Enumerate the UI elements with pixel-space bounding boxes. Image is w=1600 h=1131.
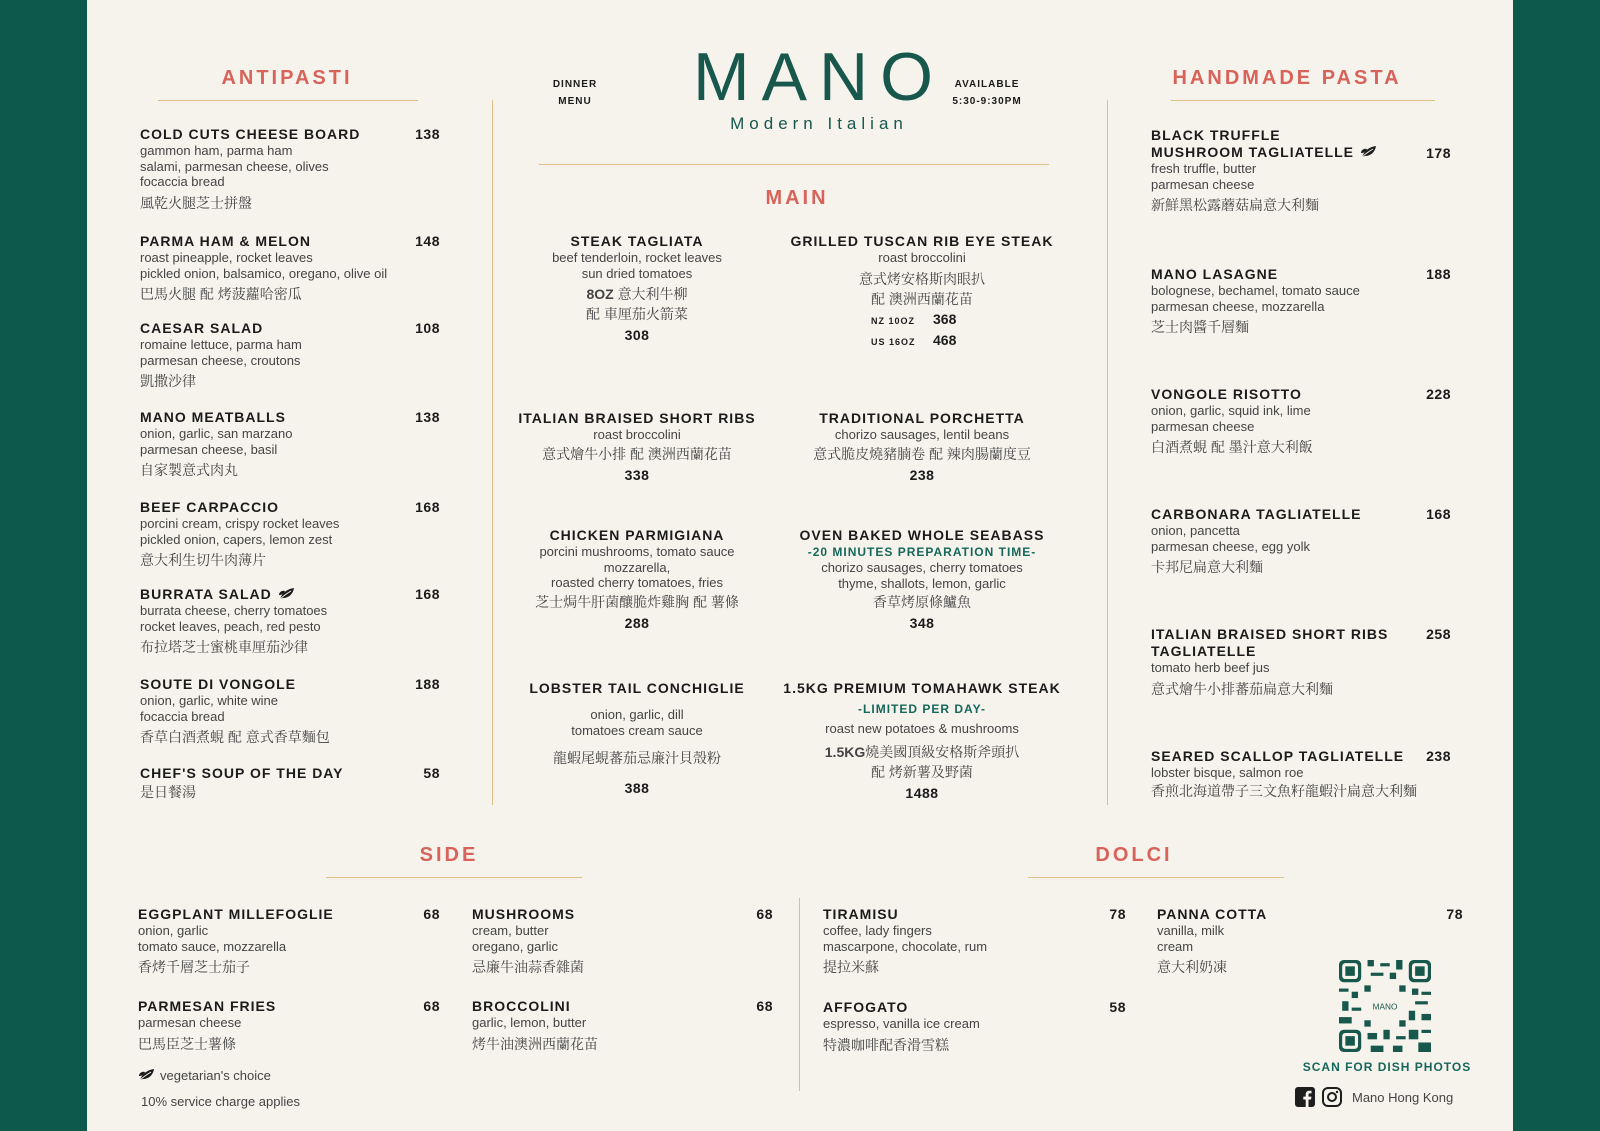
item-price: 308: [624, 327, 650, 343]
item-desc: romaine lettuce, parma ham: [140, 337, 302, 352]
item-price: 238: [909, 466, 935, 483]
menu-paper: [87, 0, 1513, 1131]
item-desc: espresso, vanilla ice cream: [823, 1016, 980, 1031]
item-chinese-name: 忌廉牛油蒜香雜菌: [472, 959, 584, 975]
item-desc: sun dried tomatoes: [581, 265, 693, 281]
item-price: 188: [1426, 266, 1451, 282]
item-desc: salami, parmesan cheese, olives: [140, 158, 329, 174]
item-price: 58: [1109, 999, 1126, 1015]
item-chinese-name: 巴馬火腿 配 烤菠蘿哈密瓜: [140, 286, 302, 302]
item-name-text: MUSHROOM TAGLIATELLE: [1151, 144, 1355, 160]
item-name: TIRAMISU: [823, 906, 899, 922]
item-chinese-name: 巴馬臣芝士薯條: [138, 1035, 236, 1052]
item-chinese-name: 布拉塔芝士蜜桃車厘茄沙律: [140, 639, 308, 655]
item-name: CHEF'S SOUP OF THE DAY: [140, 765, 344, 781]
pasta-item-6: [1151, 748, 1451, 801]
item-desc: garlic, lemon, butter: [472, 1015, 587, 1030]
antipasti-item-5: [140, 499, 440, 570]
item-chinese-name: 芝士肉醬千層麵: [1151, 319, 1249, 335]
item-chinese-name: 自家製意式肉丸: [140, 462, 238, 478]
item-desc: onion, garlic, san marzano: [140, 426, 293, 441]
item-desc: chorizo sausages, cherry tomatoes: [821, 560, 1023, 575]
antipasti-item-8: [140, 765, 440, 802]
item-desc: parmesan cheese, basil: [140, 441, 278, 457]
header-divider: [539, 164, 1049, 165]
item-desc: pickled onion, capers, lemon zest: [140, 531, 333, 547]
pasta-rule: [1171, 100, 1435, 101]
antipasti-item-6: [140, 586, 440, 657]
item-desc: cream: [1157, 938, 1194, 954]
right-column-divider: [1107, 100, 1108, 805]
item-desc: tomato sauce, mozzarella: [138, 938, 287, 954]
item-price: 1488: [905, 784, 939, 801]
antipasti-rule: [158, 100, 418, 101]
item-name: MANO LASAGNE: [1151, 266, 1279, 282]
item-name: BEEF CARPACCIO: [140, 499, 279, 515]
size-row: [777, 331, 1067, 352]
main-item-5: [507, 527, 767, 631]
item-chinese-name: 配 車厘茄火箭菜: [586, 306, 688, 322]
item-desc: tomato herb beef jus: [1151, 660, 1270, 675]
item-price: 68: [756, 906, 773, 922]
item-price: 288: [624, 614, 650, 631]
size-price: 468: [933, 331, 957, 348]
item-desc: burrata cheese, cherry tomatoes: [140, 603, 328, 618]
side-rule: [326, 877, 582, 878]
item-desc: beef tenderloin, rocket leaves: [552, 250, 722, 265]
item-chinese-name: 香烤千層芝士茄子: [138, 959, 250, 975]
item-weight: 8OZ: [586, 286, 614, 302]
item-name: EGGPLANT MILLEFOGLIE: [138, 906, 334, 922]
side-title: SIDE: [419, 844, 479, 866]
item-price: 348: [909, 615, 935, 631]
dolci-item-3: [823, 999, 1126, 1055]
item-name: SEARED SCALLOP TAGLIATELLE: [1151, 748, 1405, 764]
item-desc: pickled onion, balsamico, oregano, olive oil: [140, 265, 388, 281]
dinner-label: DINNER: [552, 79, 598, 90]
item-name: CAESAR SALAD: [140, 320, 264, 336]
main-item-8: [767, 680, 1077, 801]
logo-wordmark: MANO: [693, 39, 945, 115]
item-chinese-name: 香草烤原條鱸魚: [873, 594, 971, 610]
side-item-3: [138, 998, 440, 1054]
item-chinese-name: 意大利生切牛肉薄片: [140, 552, 266, 568]
left-column-divider: [492, 100, 493, 805]
item-chinese-text: 燒美國頂級安格斯斧頭扒: [865, 743, 1020, 760]
main-item-6: [777, 527, 1067, 631]
antipasti-title: ANTIPASTI: [221, 67, 353, 89]
item-desc: focaccia bread: [140, 174, 225, 189]
mano-logo: [669, 39, 969, 134]
item-desc: roast pineapple, rocket leaves: [140, 250, 313, 265]
item-desc: gammon ham, parma ham: [140, 143, 293, 158]
item-name: VONGOLE RISOTTO: [1151, 386, 1302, 402]
scan-label: SCAN FOR DISH PHOTOS: [1302, 1060, 1472, 1074]
limited-note: -LIMITED PER DAY-: [858, 702, 986, 716]
qr-code-icon[interactable]: [1339, 960, 1431, 1052]
item-desc: rocket leaves, peach, red pesto: [140, 618, 321, 634]
item-name: MUSHROOMS: [472, 906, 576, 922]
item-name: STEAK TAGLIATA: [570, 233, 704, 249]
side-item-2: [472, 906, 773, 977]
item-desc: tomatoes cream sauce: [571, 722, 703, 738]
antipasti-item-4: [140, 409, 440, 480]
item-chinese-name: 白酒煮蜆 配 墨汁意大利飯: [1151, 439, 1313, 455]
item-name: CHICKEN PARMIGIANA: [549, 527, 725, 543]
item-name: TAGLIATELLE: [1151, 643, 1257, 659]
item-desc: lobster bisque, salmon roe: [1151, 765, 1304, 780]
item-price: 148: [415, 233, 440, 249]
item-name: CARBONARA TAGLIATELLE: [1151, 506, 1362, 522]
item-price: 258: [1426, 626, 1451, 642]
item-name: [140, 586, 440, 603]
item-chinese-name: 特濃咖啡配香滑雪糕: [823, 1036, 949, 1053]
item-chinese-name: 意大利奶凍: [1157, 959, 1227, 975]
item-chinese-name: 提拉米蘇: [823, 959, 879, 975]
item-chinese-name: 意式烤安格斯肉眼扒: [859, 270, 985, 287]
instagram-icon[interactable]: [1322, 1087, 1342, 1107]
antipasti-item-7: [140, 676, 440, 747]
item-desc: parmesan cheese: [138, 1015, 242, 1030]
leaf-icon: [1360, 145, 1378, 159]
dolci-rule: [1028, 877, 1284, 878]
item-desc: porcini mushrooms, tomato sauce: [539, 544, 735, 559]
item-desc: vanilla, milk: [1157, 923, 1225, 938]
item-price: 168: [415, 586, 440, 602]
item-desc: chorizo sausages, lentil beans: [834, 427, 1010, 442]
antipasti-item-1: [140, 126, 440, 213]
item-desc: mozzarella,: [603, 559, 671, 575]
main-item-2: [777, 233, 1067, 352]
item-desc: thyme, shallots, lemon, garlic: [838, 575, 1006, 591]
item-name: OVEN BAKED WHOLE SEABASS: [799, 527, 1045, 543]
item-desc: mascarpone, chocolate, rum: [823, 938, 988, 954]
dolci-item-1: [823, 906, 1126, 977]
item-chinese-name: 卡邦尼扁意大利麵: [1151, 559, 1263, 575]
item-chinese-name: 風乾火腿芝士拼盤: [140, 194, 252, 211]
item-price: 78: [1109, 906, 1126, 922]
item-desc: focaccia bread: [140, 708, 225, 724]
pasta-item-1: [1151, 127, 1451, 215]
item-desc: onion, pancetta: [1151, 523, 1240, 538]
item-chinese-text: 意大利牛柳: [617, 286, 688, 302]
prep-time-note: -20 MINUTES PREPARATION TIME-: [807, 545, 1037, 559]
item-price: 168: [1426, 506, 1451, 522]
item-price: 388: [624, 780, 650, 796]
main-item-3: [507, 410, 767, 483]
item-price: 68: [423, 998, 440, 1014]
item-chinese-name: 香草白酒煮蜆 配 意式香草麵包: [140, 729, 330, 745]
item-name: [1151, 144, 1451, 161]
item-desc: onion, garlic, white wine: [140, 693, 279, 708]
item-price: 338: [624, 466, 650, 483]
item-desc: bolognese, bechamel, tomato sauce: [1151, 283, 1360, 298]
item-chinese-name: 新鮮黑松露蘑菇扁意大利麵: [1151, 197, 1319, 213]
item-desc: onion, garlic, dill: [590, 707, 684, 722]
item-name: PARMESAN FRIES: [138, 998, 277, 1014]
veg-note-text: vegetarian's choice: [160, 1068, 271, 1083]
item-name: AFFOGATO: [823, 999, 909, 1015]
size-label: US 16OZ: [871, 336, 916, 347]
item-chinese-name: 芝士焗牛肝菌釀脆炸雞胸 配 薯條: [535, 593, 739, 610]
item-price: 138: [415, 126, 440, 142]
item-price: 58: [423, 765, 440, 781]
service-charge-note: 10% service charge applies: [141, 1094, 300, 1109]
pasta-item-5: [1151, 626, 1451, 699]
item-chinese-name: [527, 284, 747, 304]
item-name: ITALIAN BRAISED SHORT RIBS: [1151, 626, 1389, 642]
available-hours: 5:30-9:30PM: [952, 96, 1022, 107]
item-desc: parmesan cheese, croutons: [140, 352, 301, 368]
item-desc: coffee, lady fingers: [823, 923, 932, 938]
pasta-item-2: [1151, 266, 1451, 337]
main-item-1: [527, 233, 747, 343]
leaf-icon: [278, 587, 296, 601]
item-price: 68: [756, 998, 773, 1014]
qr-label: MANO: [1372, 1002, 1398, 1012]
leaf-icon: [138, 1068, 156, 1082]
social-handle[interactable]: Mano Hong Kong: [1352, 1089, 1454, 1105]
item-name: PANNA COTTA: [1157, 906, 1268, 922]
item-price: 108: [415, 320, 440, 336]
item-desc: parmesan cheese, egg yolk: [1151, 538, 1310, 554]
pasta-item-4: [1151, 506, 1451, 577]
item-name: BROCCOLINI: [472, 998, 571, 1014]
item-name: COLD CUTS CHEESE BOARD: [140, 126, 361, 142]
size-price: 368: [933, 310, 957, 327]
item-desc: cream, butter: [472, 923, 549, 938]
item-desc: parmesan cheese: [1151, 176, 1255, 192]
item-name: GRILLED TUSCAN RIB EYE STEAK: [790, 233, 1054, 249]
item-name: PARMA HAM & MELON: [140, 233, 311, 249]
item-name: 1.5KG PREMIUM TOMAHAWK STEAK: [783, 680, 1061, 696]
item-desc: porcini cream, crispy rocket leaves: [140, 516, 340, 531]
item-chinese-name: 配 澳洲西蘭花苗: [871, 290, 973, 307]
item-name: LOBSTER TAIL CONCHIGLIE: [529, 680, 745, 696]
item-desc: parmesan cheese: [1151, 418, 1255, 434]
menu-label: MENU: [558, 96, 592, 107]
item-name-text: BURRATA SALAD: [140, 586, 272, 602]
availability-label: [947, 76, 1027, 110]
item-desc: onion, garlic, squid ink, lime: [1151, 403, 1311, 418]
item-desc: roasted cherry tomatoes, fries: [551, 575, 723, 590]
size-label: NZ 10OZ: [871, 315, 916, 326]
item-chinese-name: 香煎北海道帶子三文魚籽龍蝦汁扁意大利麵: [1151, 782, 1417, 799]
item-price: 228: [1426, 386, 1451, 402]
size-row: [777, 310, 1067, 331]
social-row: [1295, 1087, 1453, 1107]
item-name: SOUTE DI VONGOLE: [140, 676, 297, 692]
item-desc: roast new potatoes & mushrooms: [825, 721, 1019, 736]
item-price: 188: [415, 676, 440, 692]
item-name: ITALIAN BRAISED SHORT RIBS: [518, 410, 756, 426]
item-chinese-name: 凱撒沙律: [140, 373, 196, 389]
item-name: MANO MEATBALLS: [140, 409, 286, 425]
dinner-menu-label: [549, 76, 601, 110]
main-title: MAIN: [765, 187, 829, 209]
item-price: 68: [423, 906, 440, 922]
facebook-icon[interactable]: [1295, 1087, 1315, 1107]
item-chinese-name: 意式燴牛小排蕃茄扁意大利麵: [1151, 680, 1333, 697]
item-chinese-name: 烤牛油澳洲西蘭花苗: [472, 1035, 598, 1052]
item-name: BLACK TRUFFLE: [1151, 127, 1281, 143]
item-chinese-name: 龍蝦尾蜆蕃茄忌廉汁貝殼粉: [553, 750, 721, 766]
item-chinese-name: 意式燴牛小排 配 澳洲西蘭花苗: [542, 445, 732, 462]
bottom-column-divider: [799, 898, 800, 1091]
item-price: 168: [415, 499, 440, 515]
item-desc: fresh truffle, butter: [1151, 161, 1257, 176]
item-price: 178: [1426, 145, 1451, 161]
available-label: AVAILABLE: [954, 79, 1020, 90]
item-desc: roast broccolini: [878, 250, 966, 265]
item-price: 138: [415, 409, 440, 425]
side-item-4: [472, 998, 773, 1054]
item-desc: roast broccolini: [593, 427, 681, 442]
item-desc: onion, garlic: [138, 923, 209, 938]
item-name: TRADITIONAL PORCHETTA: [819, 410, 1025, 426]
item-chinese-name: [767, 742, 1077, 762]
item-price: 78: [1446, 906, 1463, 922]
veg-note: [138, 1068, 271, 1083]
item-desc: parmesan cheese, mozzarella: [1151, 298, 1325, 314]
antipasti-item-3: [140, 320, 440, 391]
item-weight: 1.5KG: [824, 743, 866, 760]
item-chinese-name: 配 烤新薯及野菌: [871, 763, 973, 780]
logo-tagline: Modern Italian: [730, 114, 908, 133]
pasta-item-3: [1151, 386, 1451, 457]
item-chinese-name: 是日餐湯: [140, 784, 196, 800]
main-item-4: [777, 410, 1067, 483]
item-desc: oregano, garlic: [472, 938, 558, 954]
main-item-7: [507, 680, 767, 796]
dolci-title: DOLCI: [1095, 844, 1173, 866]
antipasti-item-2: [140, 233, 440, 304]
side-item-1: [138, 906, 440, 977]
item-chinese-name: 意式脆皮燒豬腩卷 配 辣肉腸蘭度豆: [813, 445, 1031, 462]
pasta-title: HANDMADE PASTA: [1172, 67, 1402, 89]
item-price: 238: [1426, 748, 1451, 764]
